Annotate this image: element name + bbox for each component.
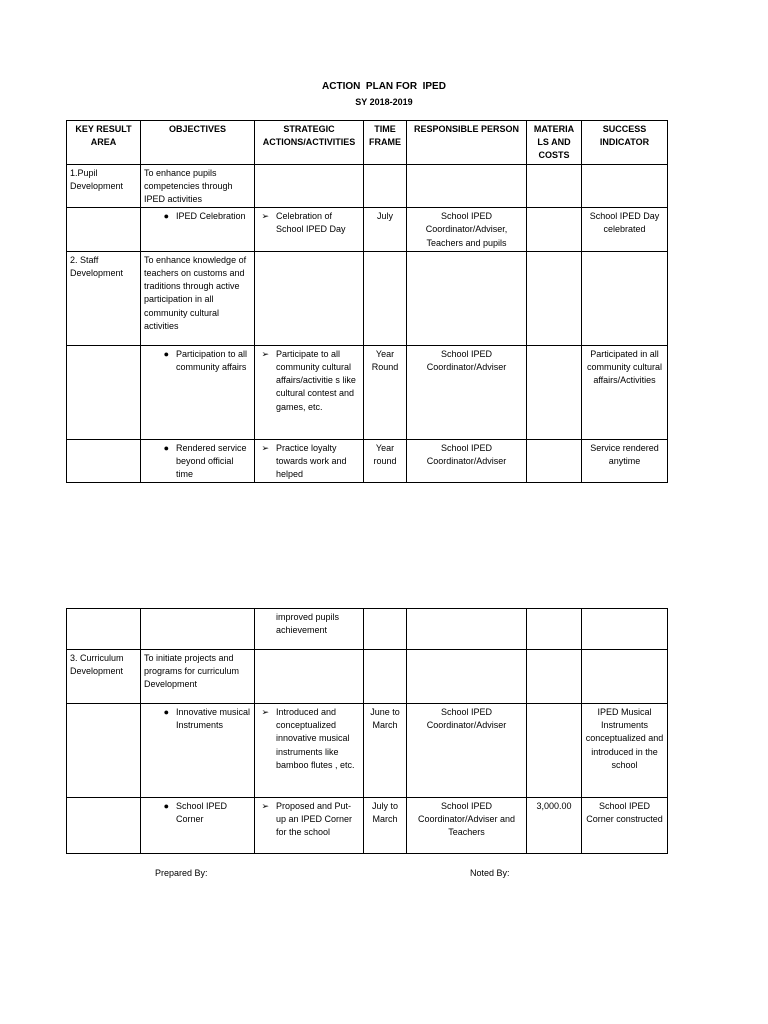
header-time-frame: TIME FRAME bbox=[364, 121, 407, 165]
objective-item: Rendered service beyond official time bbox=[176, 442, 247, 480]
arrow-bullet-icon: ➢ bbox=[261, 442, 269, 453]
key-result-area-cell: 2. Staff Development bbox=[67, 251, 141, 345]
table-row bbox=[67, 609, 668, 650]
table-row bbox=[67, 345, 668, 439]
bullet-icon: ● bbox=[163, 211, 169, 222]
header-row bbox=[67, 121, 668, 165]
responsible-person-cell: School IPED Coordinator/Adviser bbox=[407, 345, 527, 439]
objective-item: Participation to all community affairs bbox=[176, 348, 248, 373]
success-indicator-cell: Participated in all community cultural affairs/Activities bbox=[582, 345, 668, 439]
objective-cell: To enhance knowledge of teachers on customs and traditions through active participation in all community cultural activities bbox=[141, 251, 255, 345]
strategy-item: Celebration of School IPED Day bbox=[276, 211, 346, 235]
document-title: ACTION PLAN FOR IPED bbox=[322, 81, 446, 92]
table-row bbox=[67, 650, 668, 704]
strategy-item: Practice loyalty towards work and helped bbox=[276, 442, 347, 480]
table-row bbox=[67, 208, 668, 252]
responsible-person-cell: School IPED Coordinator/Adviser and Teachers bbox=[407, 798, 527, 854]
strategy-continuation: improved pupils achievement bbox=[276, 612, 340, 636]
arrow-bullet-icon: ➢ bbox=[261, 707, 269, 717]
arrow-bullet-icon: ➢ bbox=[261, 801, 269, 811]
materials-cost-cell bbox=[527, 439, 582, 483]
arrow-bullet-icon: ➢ bbox=[261, 348, 269, 359]
prepared-by-label: Prepared By: bbox=[155, 868, 208, 878]
bullet-icon: ● bbox=[163, 707, 169, 717]
noted-by-label: Noted By: bbox=[470, 868, 510, 878]
objective-item: IPED Celebration bbox=[176, 211, 246, 222]
time-frame-cell: June to March bbox=[364, 704, 407, 798]
action-plan-table-page-1 bbox=[66, 120, 668, 483]
objective-cell: To enhance pupils competencies through IPED activities bbox=[141, 164, 255, 208]
objective-item: Innovative musical Instruments bbox=[176, 707, 251, 731]
success-indicator-cell: School IPED Day celebrated bbox=[582, 208, 668, 252]
key-result-area-cell: 1.Pupil Development bbox=[67, 164, 141, 208]
success-indicator-cell: School IPED Corner constructed bbox=[582, 798, 668, 854]
time-frame-cell: Year round bbox=[364, 439, 407, 483]
materials-cost-cell: 3,000.00 bbox=[527, 798, 582, 854]
table-row bbox=[67, 439, 668, 483]
materials-cost-cell bbox=[527, 345, 582, 439]
strategy-item: Proposed and Put- up an IPED Corner for the school bbox=[276, 801, 353, 838]
table-row bbox=[67, 704, 668, 798]
table-row bbox=[67, 798, 668, 854]
school-year: SY 2018-2019 bbox=[355, 97, 413, 107]
objective-item: School IPED Corner bbox=[176, 801, 228, 825]
strategy-item: Participate to all community cultural affairs/activitie s like cultural contest and games, etc. bbox=[276, 348, 356, 412]
header-success-indicator: SUCCESS INDICATOR bbox=[582, 121, 668, 165]
bullet-icon: ● bbox=[163, 442, 169, 453]
bullet-icon: ● bbox=[163, 801, 169, 811]
key-result-area-cell: 3. Curriculum Development bbox=[67, 650, 141, 704]
header-objectives: OBJECTIVES bbox=[141, 121, 255, 165]
table-row bbox=[67, 251, 668, 345]
objective-cell: To initiate projects and programs for curriculum Development bbox=[141, 650, 255, 704]
materials-cost-cell bbox=[527, 208, 582, 252]
bullet-icon: ● bbox=[163, 348, 169, 359]
materials-cost-cell bbox=[527, 704, 582, 798]
responsible-person-cell: School IPED Coordinator/Adviser bbox=[407, 704, 527, 798]
success-indicator-cell: IPED Musical Instruments conceptualized and introduced in the school bbox=[582, 704, 668, 798]
header-responsible-person: RESPONSIBLE PERSON bbox=[407, 121, 527, 165]
time-frame-cell: July bbox=[364, 208, 407, 252]
action-plan-table-page-2 bbox=[66, 608, 668, 854]
time-frame-cell: Year Round bbox=[364, 345, 407, 439]
header-key-result-area: KEY RESULT AREA bbox=[67, 121, 141, 165]
success-indicator-cell: Service rendered anytime bbox=[582, 439, 668, 483]
header-strategic-actions: STRATEGIC ACTIONS/ACTIVITIES bbox=[255, 121, 364, 165]
arrow-bullet-icon: ➢ bbox=[261, 211, 269, 222]
time-frame-cell: July to March bbox=[364, 798, 407, 854]
strategy-item: Introduced and conceptualized innovative musical instruments like bamboo flutes , etc. bbox=[276, 707, 355, 770]
responsible-person-cell: School IPED Coordinator/Adviser bbox=[407, 439, 527, 483]
table-row bbox=[67, 164, 668, 208]
header-materials-and-costs: MATERIA LS AND COSTS bbox=[527, 121, 582, 165]
responsible-person-cell: School IPED Coordinator/Adviser, Teachers and pupils bbox=[407, 208, 527, 252]
